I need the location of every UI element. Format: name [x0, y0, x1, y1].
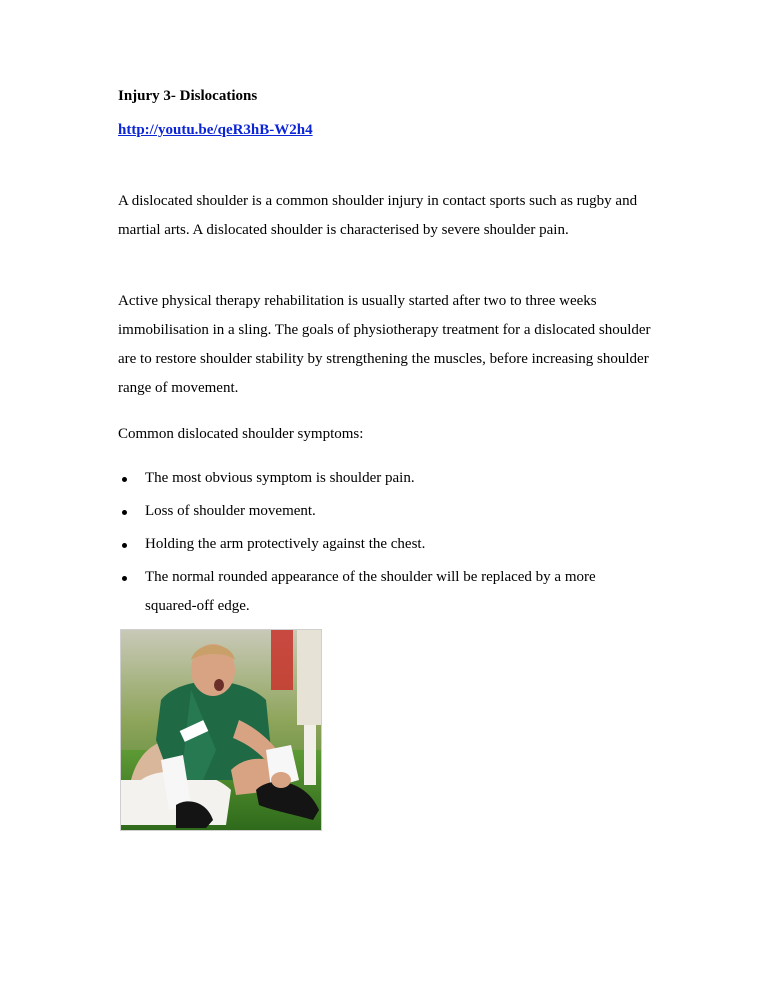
injured-player-photo — [120, 629, 322, 831]
list-item — [118, 464, 638, 493]
symptoms-list — [118, 464, 638, 625]
bullet-icon — [122, 510, 127, 515]
symptom-text: The normal rounded appearance of the shoulder will be replaced by a more squared-off edge. — [145, 569, 596, 614]
bullet-icon — [122, 576, 127, 581]
paragraph-rehabilitation: Active physical therapy rehabilitation is usually started after two to three weeks immobilisation in a sling. The goals of physiotherapy treatment for a dislocated shoulder are to restore shoulder stability by strengthening the muscles, before increasing shoulder range of movement. — [118, 293, 651, 396]
list-item — [118, 563, 638, 621]
bullet-icon — [122, 477, 127, 482]
list-item — [118, 497, 638, 526]
injured-player-illustration — [121, 630, 321, 830]
document-heading: Injury 3- Dislocations — [118, 88, 258, 104]
bullet-icon — [122, 543, 127, 548]
symptom-text: The most obvious symptom is shoulder pain. — [145, 470, 415, 486]
symptom-text: Holding the arm protectively against the chest. — [145, 536, 426, 552]
paragraph-symptoms-intro: Common dislocated shoulder symptoms: — [118, 426, 364, 442]
symptom-text: Loss of shoulder movement. — [145, 503, 316, 519]
video-link[interactable]: http://youtu.be/qeR3hB-W2h4 — [118, 122, 313, 138]
list-item — [118, 530, 638, 559]
paragraph-intro: A dislocated shoulder is a common shoulder injury in contact sports such as rugby and martial arts. A dislocated shoulder is characterised by severe shoulder pain. — [118, 193, 638, 238]
